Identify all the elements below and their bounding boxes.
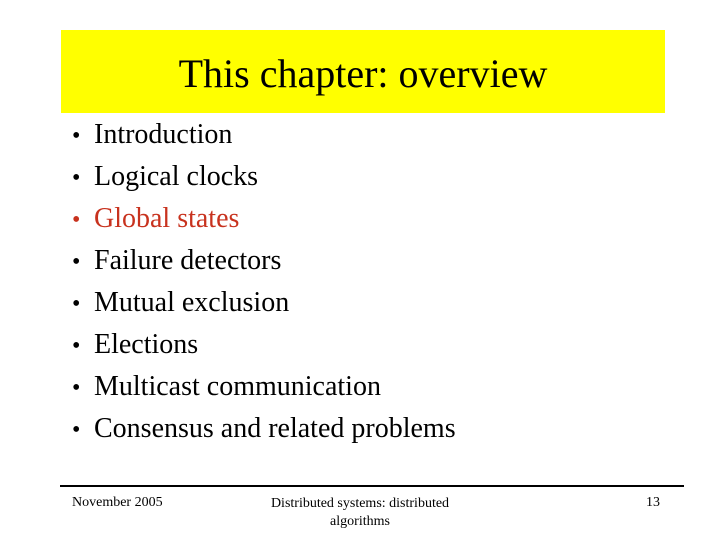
bullet-item-logical-clocks — [56, 156, 456, 198]
bullet-icon: • — [72, 291, 81, 317]
bullet-icon: • — [72, 207, 81, 233]
bullet-item-multicast-communication — [56, 366, 456, 408]
slide-title-banner — [61, 30, 665, 113]
bullet-item-introduction — [56, 114, 456, 156]
footer-date: November 2005 — [72, 495, 163, 510]
bullet-item-consensus — [56, 408, 456, 450]
bullet-text: Consensus and related problems — [94, 413, 456, 444]
bullet-text: Introduction — [94, 119, 233, 150]
bullet-icon: • — [72, 249, 81, 275]
bullet-text: Mutual exclusion — [94, 287, 290, 318]
footer-course-line-2: algorithms — [330, 514, 390, 529]
bullet-text: Multicast communication — [94, 371, 381, 402]
slide-title: This chapter: overview — [178, 50, 548, 96]
bullet-text: Logical clocks — [94, 161, 259, 192]
bullet-icon: • — [72, 417, 81, 443]
bullet-item-global-states — [56, 198, 456, 240]
bullet-item-failure-detectors — [56, 240, 456, 282]
footer-course-line-1: Distributed systems: distributed — [270, 496, 450, 511]
footer-divider — [60, 485, 684, 487]
bullet-text: Elections — [94, 329, 199, 360]
bullet-icon: • — [72, 333, 81, 359]
bullet-item-mutual-exclusion — [56, 282, 456, 324]
bullet-icon: • — [72, 165, 81, 191]
overview-bullet-list — [56, 114, 456, 450]
bullet-icon: • — [72, 375, 81, 401]
footer-course-title — [250, 495, 470, 531]
footer-page-number: 13 — [646, 495, 660, 510]
bullet-text: Failure detectors — [94, 245, 282, 276]
bullet-text: Global states — [94, 203, 240, 234]
bullet-item-elections — [56, 324, 456, 366]
bullet-icon: • — [72, 123, 81, 149]
